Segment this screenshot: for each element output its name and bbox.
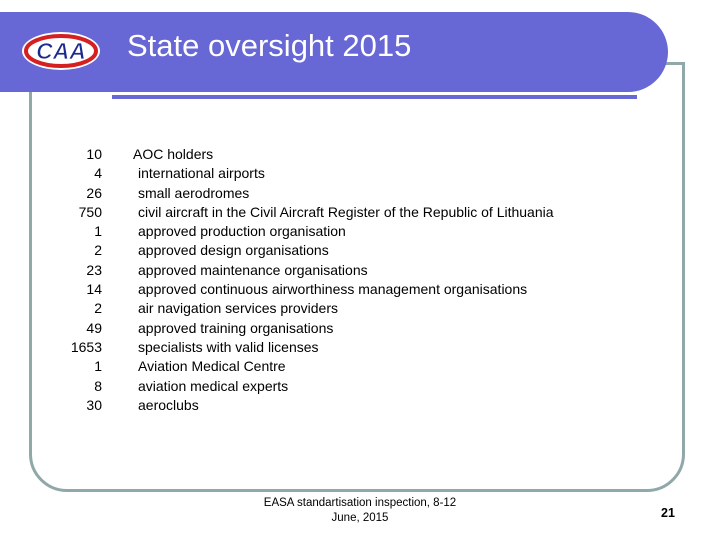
label-column [133,145,554,415]
count-value: 4 [94,165,102,182]
item-label: AOC holders [133,146,214,162]
count-value: 1 [94,358,102,375]
count-value: 26 [86,184,102,201]
item-label: civil aircraft in the Civil Aircraft Register of the Republic of Lithuania [138,203,554,220]
item-label: approved maintenance organisations [138,261,368,278]
count-value: 23 [86,261,102,278]
footer-line: EASA standartisation inspection, 8-12 [263,497,457,509]
item-label: approved design organisations [138,242,329,259]
item-label: approved production organisation [138,223,346,240]
item-label: small aerodromes [138,184,250,201]
count-value: 1653 [70,338,102,355]
item-label: aviation medical experts [138,377,289,394]
item-label: approved training organisations [138,319,334,336]
count-value: 2 [94,242,102,259]
count-value: 750 [78,203,102,220]
item-label: approved continuous airworthiness management organisations [138,281,528,298]
item-label: aeroclubs [138,396,199,413]
count-value: 8 [94,377,102,394]
page-number: 21 [661,506,675,520]
count-value: 49 [86,319,102,336]
count-value: 14 [86,281,102,298]
item-label: air navigation services providers [138,300,338,317]
item-label: specialists with valid licenses [138,338,319,355]
title-underline [112,95,637,99]
caa-logo-icon [20,30,102,72]
count-value: 1 [94,223,102,240]
count-value: 2 [94,300,102,317]
item-label: Aviation Medical Centre [138,358,286,375]
slide-footer [255,496,465,526]
count-value: 30 [86,396,102,413]
count-value: 10 [86,146,102,162]
slide-title: State oversight 2015 [127,28,412,63]
footer-line: June, 2015 [331,512,389,524]
count-column [50,145,102,415]
item-label: international airports [138,165,265,182]
caa-logo-text: CAA [36,38,86,64]
